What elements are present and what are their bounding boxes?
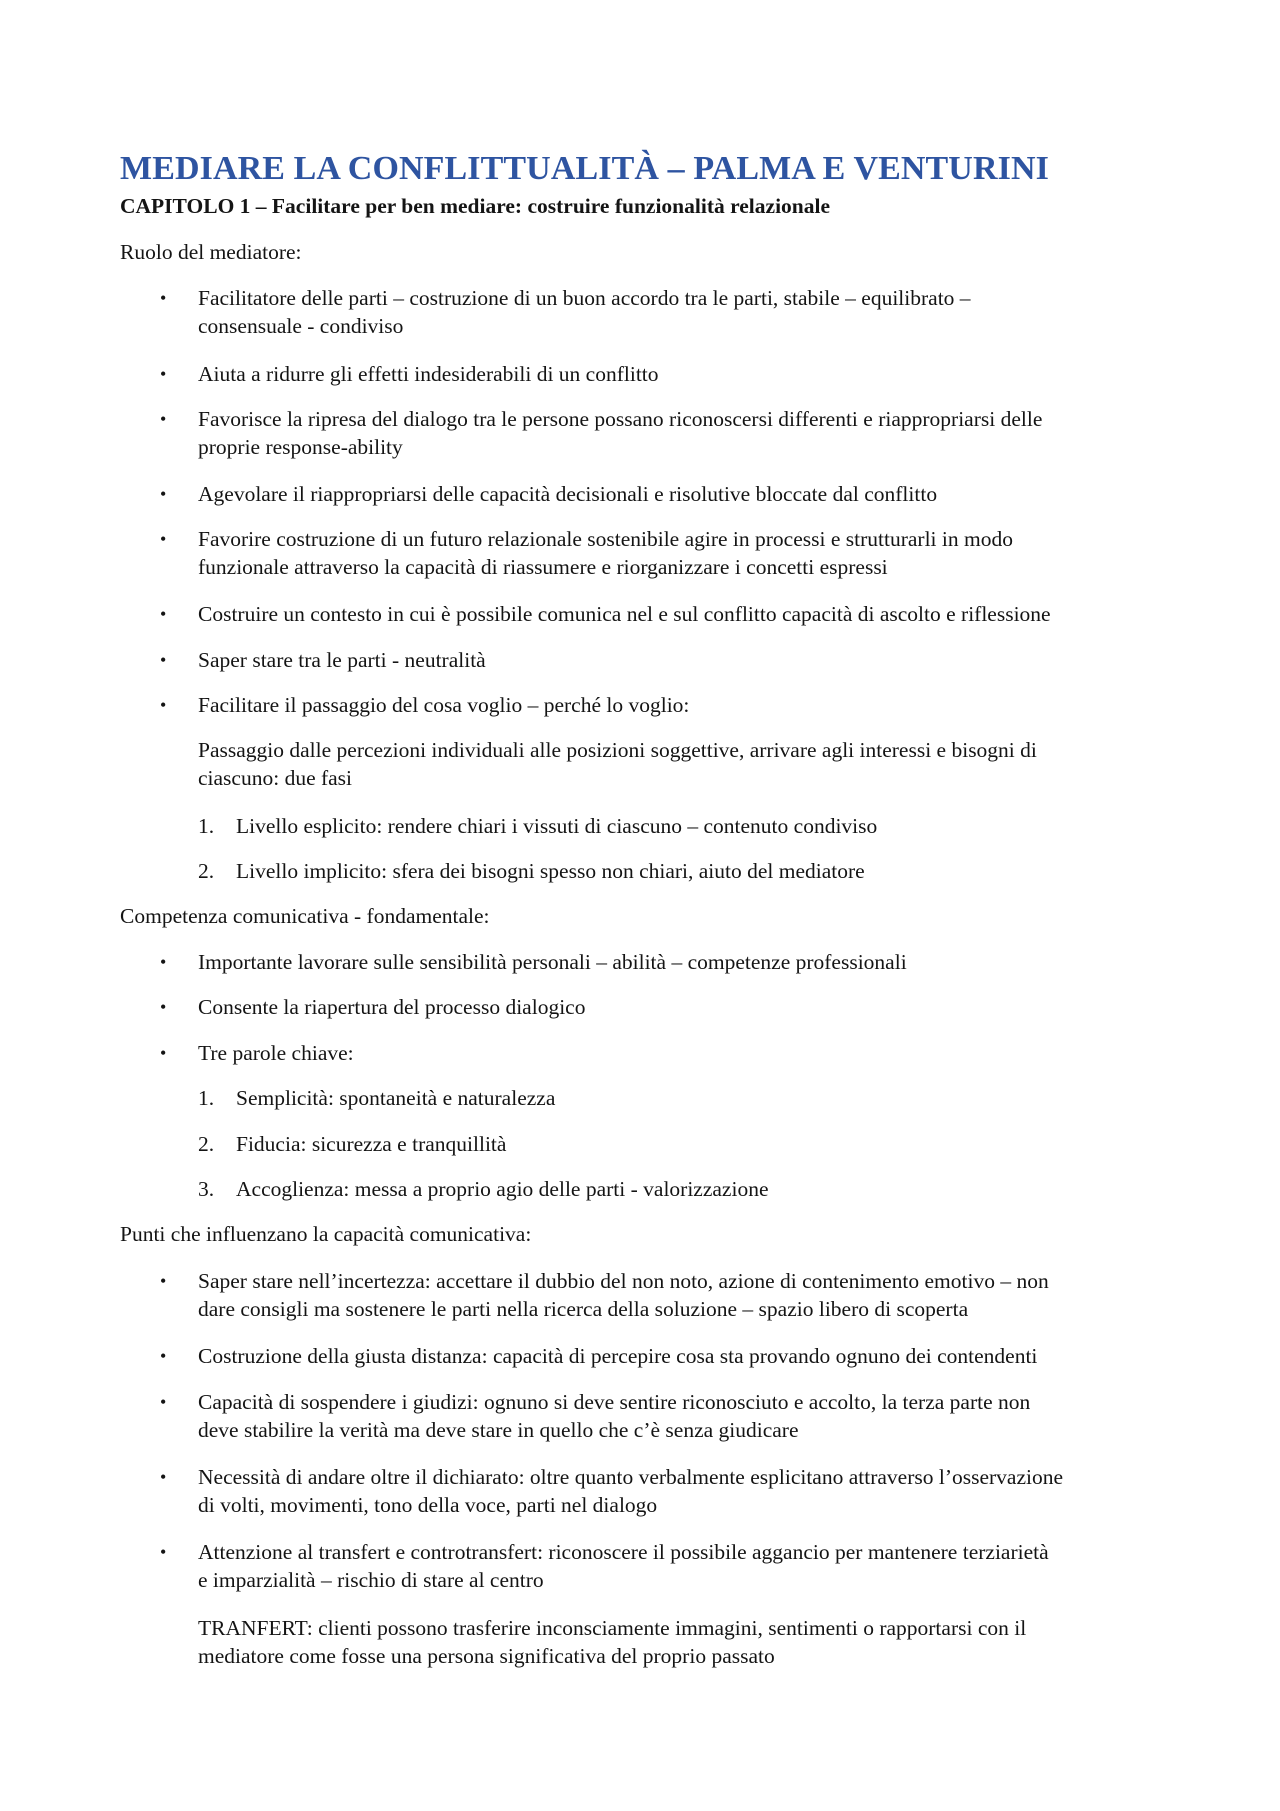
numbered-item: Semplicità: spontaneità e naturalezza (236, 1086, 556, 1110)
list-item-line: Saper stare nell’incertezza: accettare il dubbio del non noto, azione di contenimento emotivo – non (198, 1269, 1049, 1293)
bullet-icon: • (160, 1346, 167, 1366)
bullet-icon: • (160, 997, 167, 1017)
list-item-line: dare consigli ma sostenere le parti nella ricerca della soluzione – spazio libero di scoperta (198, 1297, 969, 1321)
bullet-icon: • (160, 952, 167, 972)
chapter-heading: CAPITOLO 1 – Facilitare per ben mediare: costruire funzionalità relazionale (120, 194, 831, 218)
list-number: 2. (198, 859, 215, 883)
bullet-icon: • (160, 1392, 167, 1412)
list-item-line: Tre parole chiave: (198, 1041, 354, 1065)
list-item-line: funzionale attraverso la capacità di riassumere e riorganizzare i concetti espressi (198, 555, 888, 579)
list-item-line: Attenzione al transfert e controtransfert: riconoscere il possibile aggancio per mantenere terziarietà (198, 1540, 1049, 1564)
section-heading-punti: Punti che influenzano la capacità comunicativa: (120, 1222, 532, 1246)
list-item-line: Aiuta a ridurre gli effetti indesiderabili di un conflitto (198, 362, 659, 386)
list-item-line: Favorire costruzione di un futuro relazionale sostenibile agire in processi e strutturarli in modo (198, 527, 1013, 551)
list-item-line: deve stabilire la verità ma deve stare in quello che c’è senza giudicare (198, 1418, 799, 1442)
list-item-line: consensuale - condiviso (198, 314, 404, 338)
numbered-item: Fiducia: sicurezza e tranquillità (236, 1132, 507, 1156)
bullet-icon: • (160, 529, 167, 549)
section-heading-competenza: Competenza comunicativa - fondamentale: (120, 904, 490, 928)
bullet-icon: • (160, 1542, 167, 1562)
section-heading-ruolo: Ruolo del mediatore: (120, 240, 302, 264)
sub-paragraph-line: mediatore come fosse una persona significativa del proprio passato (198, 1644, 775, 1668)
list-item-line: Facilitare il passaggio del cosa voglio – perché lo voglio: (198, 693, 690, 717)
bullet-icon: • (160, 288, 167, 308)
bullet-icon: • (160, 1043, 167, 1063)
list-item-line: Importante lavorare sulle sensibilità personali – abilità – competenze professionali (198, 950, 907, 974)
bullet-icon: • (160, 1271, 167, 1291)
list-item-line: di volti, movimenti, tono della voce, parti nel dialogo (198, 1493, 658, 1517)
document-title: MEDIARE LA CONFLITTUALITÀ – PALMA E VENTURINI (120, 150, 1049, 187)
numbered-item: Livello esplicito: rendere chiari i vissuti di ciascuno – contenuto condiviso (236, 814, 878, 838)
list-item-line: Favorisce la ripresa del dialogo tra le persone possano riconoscersi differenti e riappropriarsi delle (198, 407, 1043, 431)
list-item-line: Capacità di sospendere i giudizi: ognuno si deve sentire riconosciuto e accolto, la terza parte non (198, 1390, 1031, 1414)
bullet-icon: • (160, 484, 167, 504)
bullet-icon: • (160, 364, 167, 384)
list-item-line: Agevolare il riappropriarsi delle capacità decisionali e risolutive bloccate dal conflitto (198, 482, 938, 506)
list-item-line: e imparzialità – rischio di stare al centro (198, 1568, 544, 1592)
sub-paragraph-line: ciascuno: due fasi (198, 766, 353, 790)
bullet-icon: • (160, 695, 167, 715)
list-number: 1. (198, 1086, 215, 1110)
list-item-line: Consente la riapertura del processo dialogico (198, 995, 586, 1019)
bullet-icon: • (160, 1467, 167, 1487)
list-item-line: Facilitatore delle parti – costruzione di un buon accordo tra le parti, stabile – equilibrato – (198, 286, 971, 310)
list-item-line: Necessità di andare oltre il dichiarato: oltre quanto verbalmente esplicitano attraverso l’osservazione (198, 1465, 1064, 1489)
numbered-item: Accoglienza: messa a proprio agio delle parti - valorizzazione (236, 1177, 769, 1201)
bullet-icon: • (160, 409, 167, 429)
list-item-line: Saper stare tra le parti - neutralità (198, 648, 486, 672)
list-number: 1. (198, 814, 215, 838)
bullet-icon: • (160, 650, 167, 670)
numbered-item: Livello implicito: sfera dei bisogni spesso non chiari, aiuto del mediatore (236, 859, 865, 883)
list-item-line: proprie response-ability (198, 435, 403, 459)
sub-paragraph-line: Passaggio dalle percezioni individuali alle posizioni soggettive, arrivare agli interessi e bisogni di (198, 738, 1037, 762)
list-item-line: Costruzione della giusta distanza: capacità di percepire cosa sta provando ognuno dei contendenti (198, 1344, 1038, 1368)
list-number: 2. (198, 1132, 215, 1156)
list-number: 3. (198, 1177, 215, 1201)
sub-paragraph-line: TRANFERT: clienti possono trasferire inconsciamente immagini, sentimenti o rapportarsi con il (198, 1616, 1027, 1640)
bullet-icon: • (160, 604, 167, 624)
list-item-line: Costruire un contesto in cui è possibile comunica nel e sul conflitto capacità di ascolto e riflessione (198, 602, 1051, 626)
